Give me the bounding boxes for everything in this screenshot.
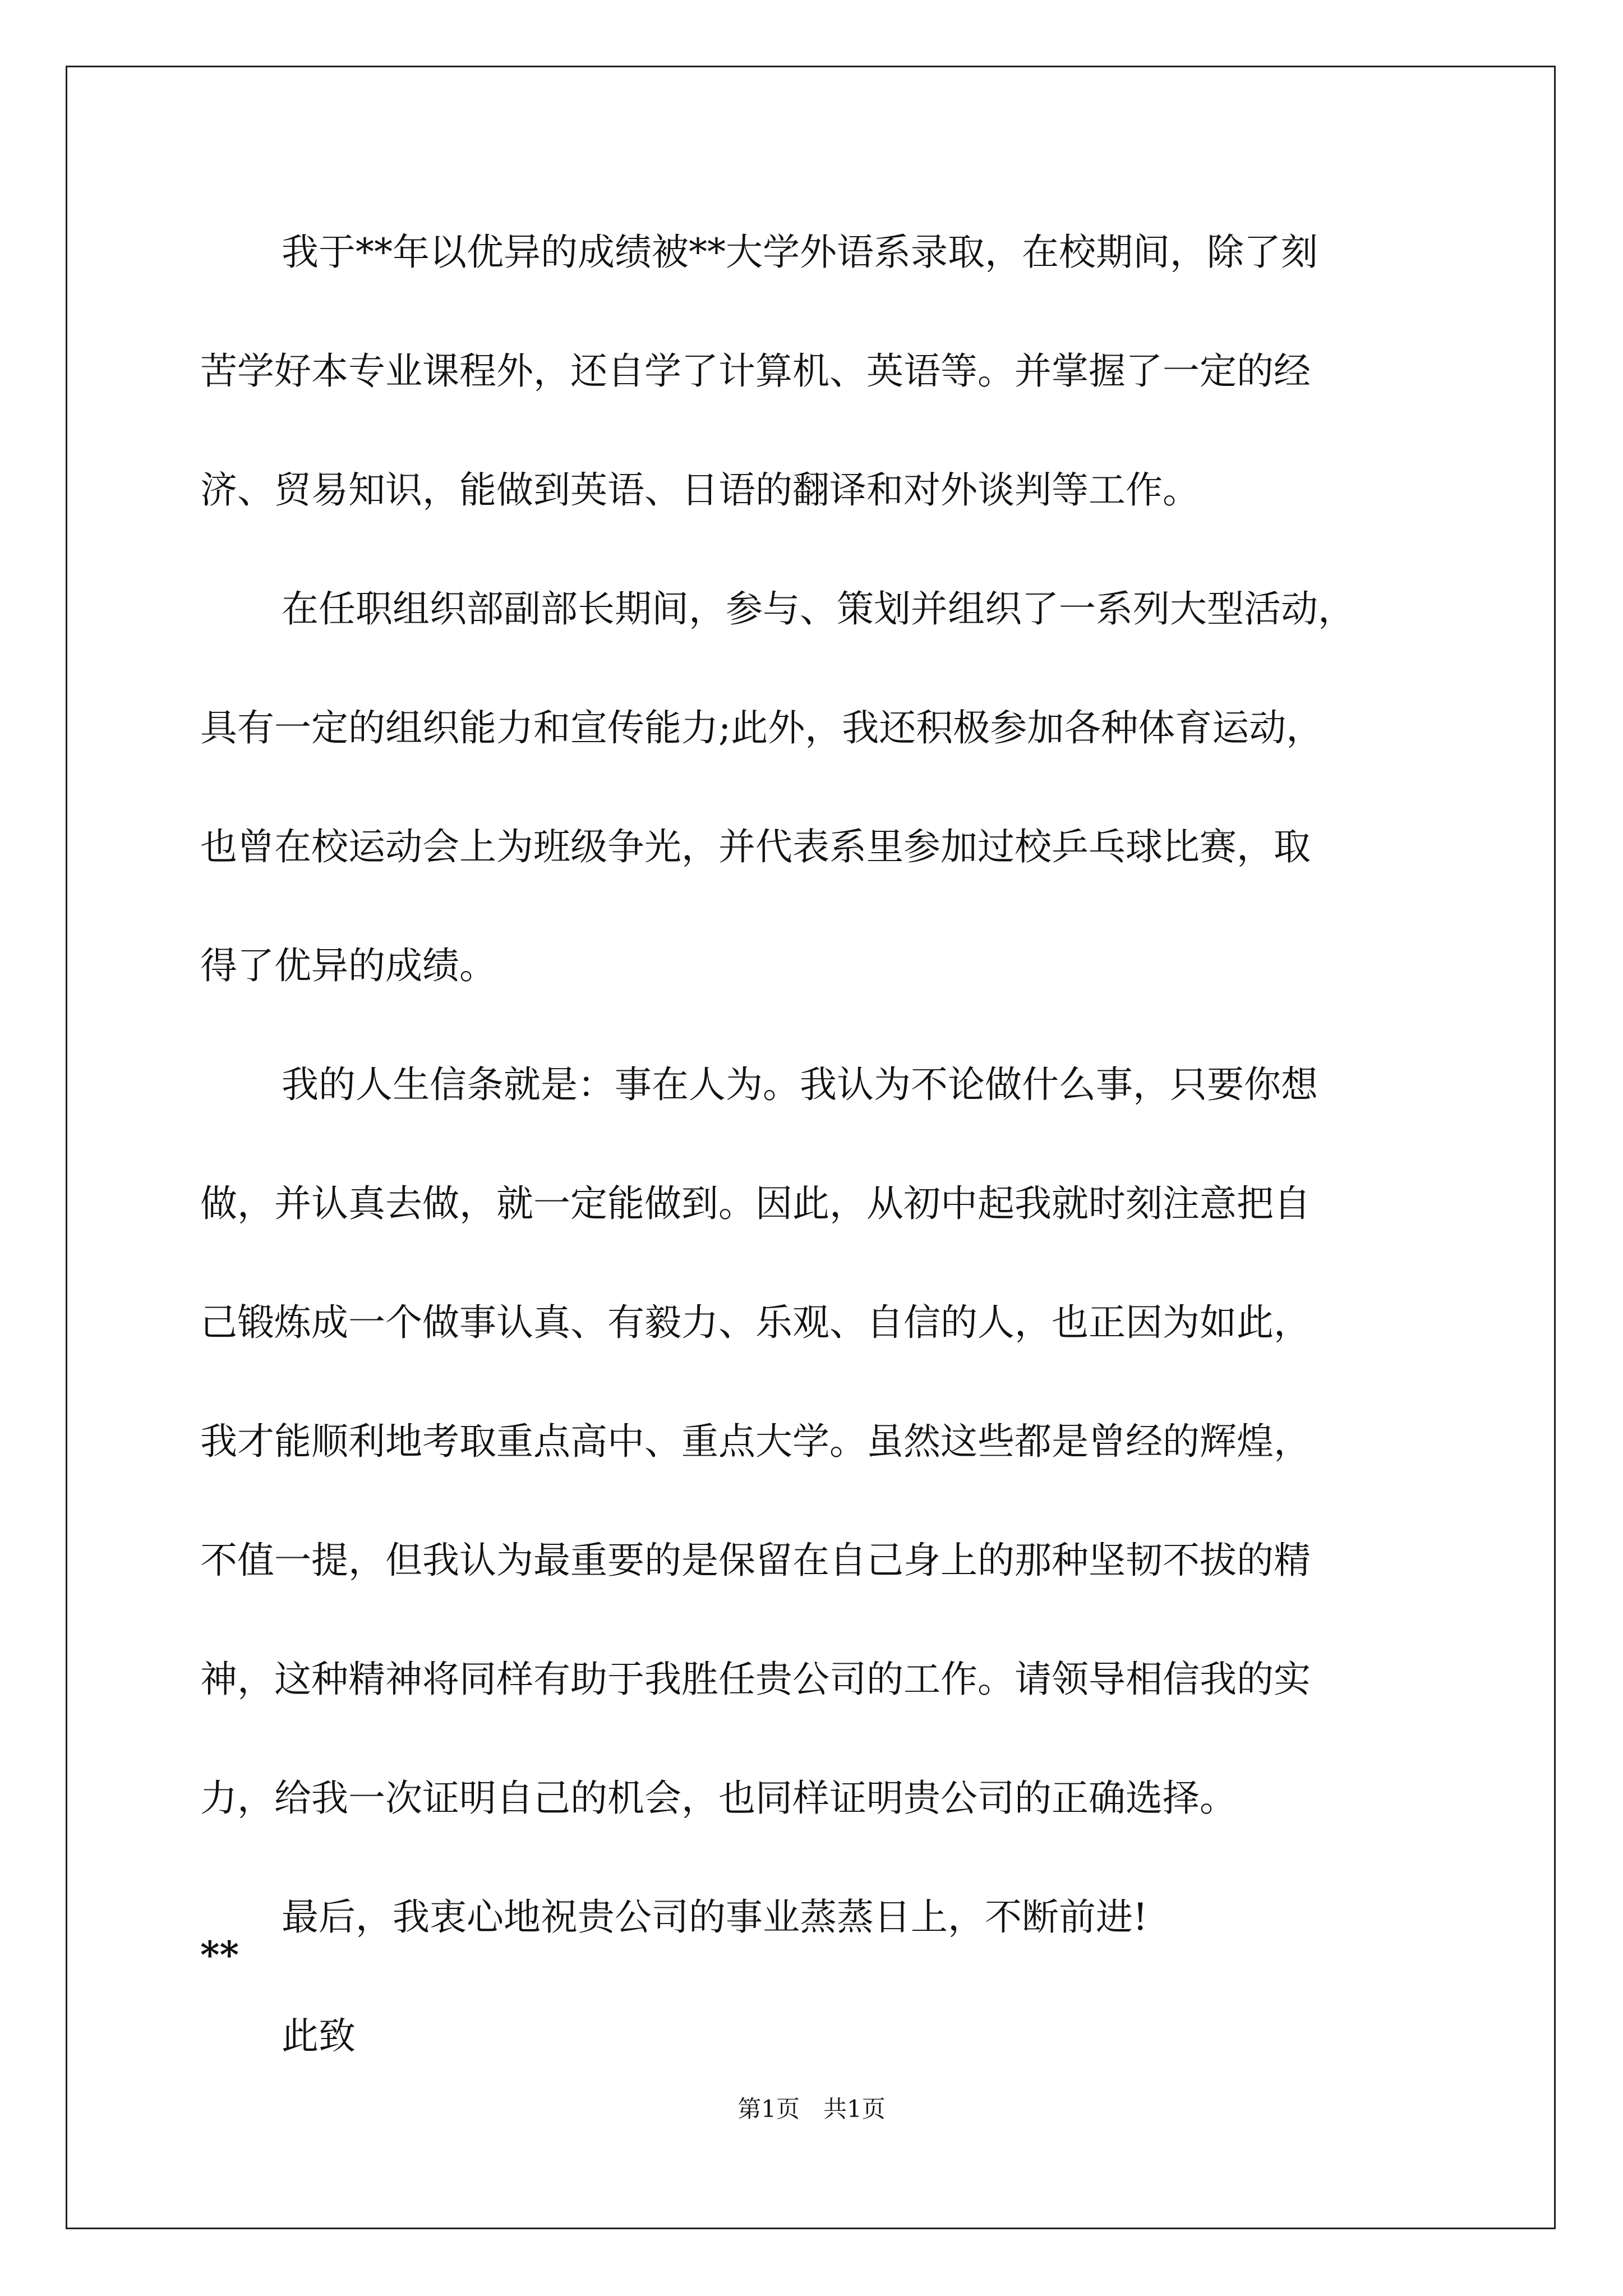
text-line: 己锻炼成一个做事认真、有毅力、乐观、自信的人，也正因为如此， — [200, 1301, 1311, 1344]
experience-paragraph — [200, 573, 1434, 1048]
text-line: 我的人生信条就是：事在人为。我认为不论做什么事，只要你想 — [282, 1063, 1318, 1106]
text-line: 也曾在校运动会上为班级争光，并代表系里参加过校乒乓球比赛，取 — [200, 825, 1311, 868]
text-line: 做，并认真去做，就一定能做到。因此，从初中起我就时刻注意把自 — [200, 1182, 1311, 1225]
text-line: 济、贸易知识，能做到英语、日语的翻译和对外谈判等工作。 — [200, 468, 1200, 512]
letter-body — [200, 216, 1434, 2119]
text-line: 具有一定的组织能力和宣传能力;此外，我还积极参加各种体育运动， — [200, 706, 1324, 749]
intro-paragraph — [200, 216, 1434, 573]
text-line: 我于**年以优异的成绩被**大学外语系录取，在校期间，除了刻 — [282, 231, 1318, 274]
closing-wish-paragraph — [200, 1881, 1434, 2000]
page-number-footer: 第1页 共1页 — [737, 2095, 886, 2123]
text-line: 最后，我衷心地祝贵公司的事业蒸蒸日上，不断前进! — [282, 1895, 1148, 1939]
text-line: 在任职组织部副部长期间，参与、策划并组织了一系列大型活动， — [282, 587, 1355, 631]
sender-signature: ** — [200, 1933, 239, 1977]
text-line: 此致 — [282, 2014, 356, 2058]
text-line: 得了优异的成绩。 — [200, 944, 496, 987]
text-line: 神，这种精神将同样有助于我胜任贵公司的工作。请领导相信我的实 — [200, 1658, 1311, 1701]
text-line: 力，给我一次证明自己的机会，也同样证明贵公司的正确选择。 — [200, 1777, 1237, 1820]
text-line: 我才能顺利地考取重点高中、重点大学。虽然这些都是曾经的辉煌， — [200, 1420, 1311, 1463]
creed-paragraph — [200, 1048, 1434, 1881]
text-line: 苦学好本专业课程外，还自学了计算机、英语等。并掌握了一定的经 — [200, 349, 1311, 393]
text-line: 不值一提，但我认为最重要的是保留在自己身上的那种坚韧不拔的精 — [200, 1539, 1311, 1582]
